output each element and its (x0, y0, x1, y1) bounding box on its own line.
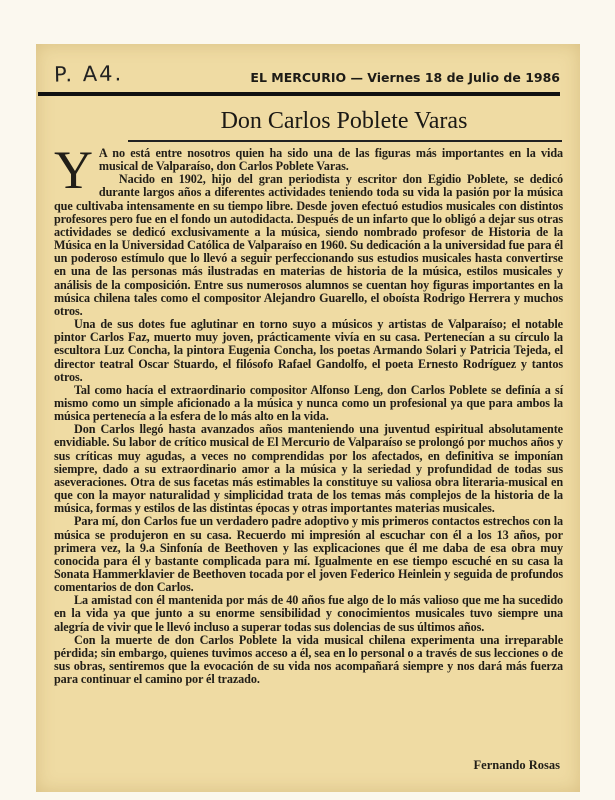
article-paragraph: Nacido en 1902, hijo del gran periodista y escritor don Egidio Poblete, se dedicó durante largos años a diferentes actividades teniendo toda su vida la pasión por la música que cultivaba intensamente en su tiempo libre. Desde joven efectuó estudios musicales con distintos profesores pero fue en el fondo un autodidacta. Después de un infarto que lo obligó a dejar sus otras actividades se dedicó exclusivamente a la música, siendo nombrado profesor de Historia de la Música en la Universidad Católica de Valparaíso en 1960. Su dedicación a la universidad fue para él un poderoso estímulo que lo llevó a seguir perfeccionando sus estudios musicales hasta convertirse en una de las personas más ilustradas en materias de historia de la música, estilos musicales y análisis de la composición. Entre sus numerosos alumnos se cuentan hoy figuras importantes en la música chilena tales como el compositor Alejandro Guarello, el oboísta Rodrigo Herrera y muchos otros. (54, 172, 563, 318)
article-paragraph: Con la muerte de don Carlos Poblete la vida musical chilena experimenta una irreparable pérdida; sin embargo, quienes tuvimos acceso a él, sea en lo personal o a través de sus lecciones o de sus obras, sentiremos que la evocación de su vida nos acompañará siempre y nos dará más fuerza para continuar el camino por él trazado. (54, 632, 563, 687)
article-paragraph: La amistad con él mantenida por más de 40 años fue algo de lo más valioso que me ha sucedido en la vida ya que junto a su enorme sensibilidad y conocimientos musicales tuvo siempre una alegría de vivir que le llevó incluso a superar todas sus dolencias de sus últimos años. (54, 593, 563, 634)
article-paragraph: Don Carlos llegó hasta avanzados años manteniendo una juventud espiritual absolutamente envidiable. Su labor de crítico musical de El Mercurio de Valparaíso se prolongó por muchos años y sus críticas muy agudas, a veces no comprendidas por los afectados, en definitiva se imponían siempre, dado a su extraordinario amor a la música y la seriedad y profundidad de todas sus aseveraciones. Otra de sus facetas más estimables la constituye su valiosa obra literaria-musical en que con la mayor naturalidad y simplicidad trata de los temas más complejos de la historia de la música, formas y estilos de las distintas épocas y otras importantes materias musicales. (54, 422, 563, 516)
article-paragraph: Una de sus dotes fue aglutinar en torno suyo a músicos y artistas de Valparaíso; el notable pintor Carlos Faz, muerto muy joven, prácticamente vivía en su casa. Pertenecían a su círculo la escultora Luz Concha, la pintora Eugenia Concha, los poetas Armando Solari y Patricia Tejeda, el director teatral Oscar Stuardo, el filósofo Rafael Gandolfo, el poeta Ernesto Rodríguez y tantos otros. (54, 317, 563, 384)
newspaper-masthead-date: EL MERCURIO — Viernes 18 de Julio de 1986 (250, 70, 560, 85)
title-rule (128, 140, 562, 142)
header-rule (38, 92, 560, 96)
handwritten-page-note: P. A4. (53, 61, 124, 87)
author-signature: Fernando Rosas (473, 758, 560, 772)
article-body (54, 140, 563, 687)
paragraph-text: A no está entre nosotros quien ha sido una de las figuras más importantes en la vida musical de Valparaíso, don Carlos Poblete Varas. (98, 146, 563, 174)
article-title: Don Carlos Poblete Varas (220, 108, 468, 134)
article-paragraph: Tal como hacía el extraordinario compositor Alfonso Leng, don Carlos Poblete se definía a sí mismo como un simple aficionado a la música y nunca como un profesional ya que para ambos la música pertenecía a la esfera de lo más alto en la vida. (54, 382, 563, 424)
article-paragraph: Para mí, don Carlos fue un verdadero padre adoptivo y mis primeros contactos estrechos con la música se produjeron en su casa. Recuerdo mi impresión al escuchar con él a los 13 años, por primera vez, la 9.a Sinfonía de Beethoven y las explicaciones que él me daba de esa obra muy conocida para él y bastante complicada para mí. Igualmente en ese tiempo escuché en su casa la Sonata Hammerklavier de Beethoven tocada por el joven Federico Heinlein y seguida de profundos comentarios de don Carlos. (54, 514, 563, 595)
article-paragraph (54, 140, 563, 200)
drop-cap: Y (54, 140, 93, 200)
